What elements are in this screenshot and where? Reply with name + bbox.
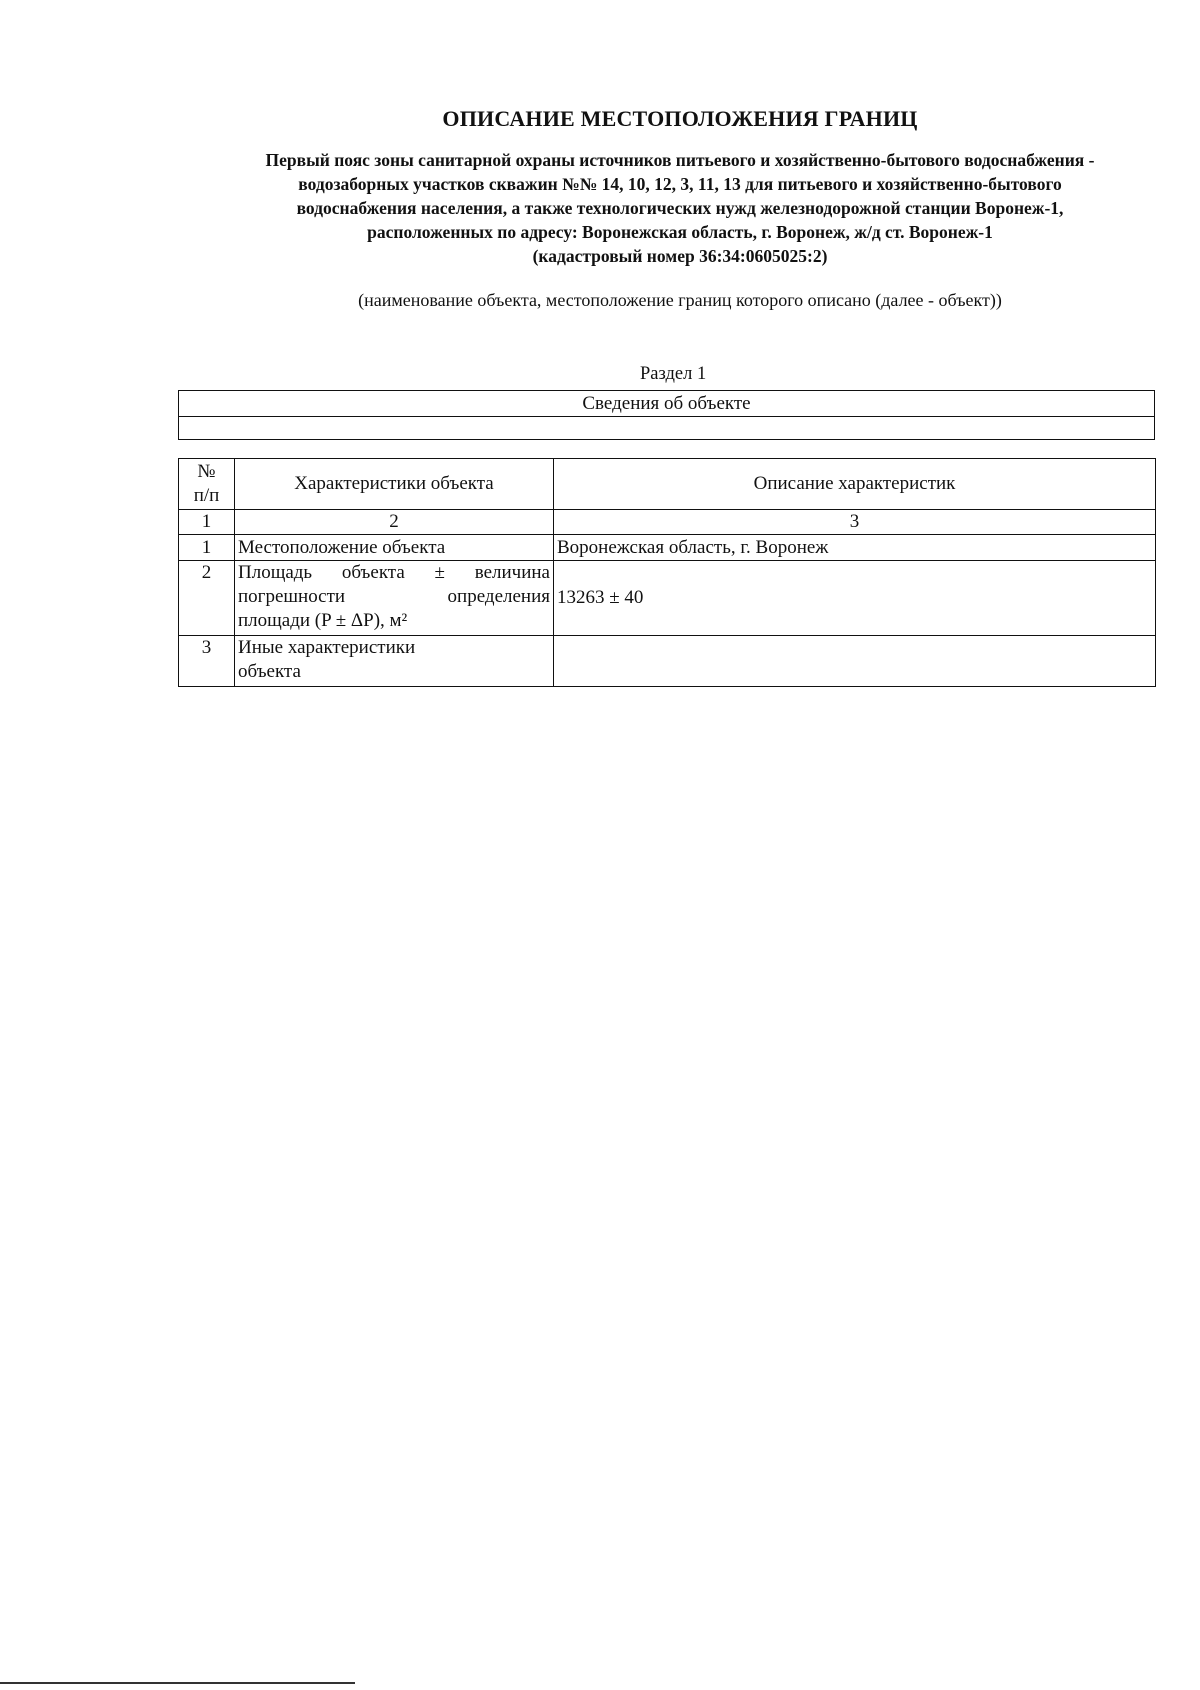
subtitle-line: водоснабжения населения, а также технологических нужд железнодорожной станции Воронеж-1, — [296, 198, 1064, 218]
object-caption: (наименование объекта, местоположение границ которого описано (далее - объект)) — [358, 290, 1002, 310]
header-description: Описание характеристик — [554, 459, 1156, 510]
info-table-header: Сведения об объекте — [179, 391, 1155, 417]
row-characteristic: Местоположение объекта — [235, 535, 554, 561]
row-characteristic — [235, 561, 554, 636]
table-row — [179, 561, 1156, 636]
header-number-line: № — [197, 461, 216, 482]
characteristic-line: Площадь объекта ± величина — [238, 562, 550, 583]
row-characteristic — [235, 636, 554, 687]
characteristic-line: погрешности определения — [238, 586, 550, 607]
subtitle-line: расположенных по адресу: Воронежская область, г. Воронеж, ж/д ст. Воронеж-1 — [367, 222, 993, 242]
table-row — [179, 535, 1156, 561]
info-table-empty-cell — [179, 417, 1155, 440]
header-number-line: п/п — [193, 485, 220, 506]
subtitle-line: водозаборных участков скважин №№ 14, 10, 12, 3, 11, 13 для питьевого и хозяйственно-бытового — [298, 174, 1062, 194]
characteristic-line: объекта — [238, 661, 301, 682]
table-header-row — [179, 459, 1156, 510]
row-description — [554, 636, 1156, 687]
characteristic-line: площади (P ± ΔP), м² — [238, 610, 408, 631]
table-row — [179, 417, 1155, 440]
row-number: 1 — [179, 535, 235, 561]
subtitle-line: Первый пояс зоны санитарной охраны источников питьевого и хозяйственно-бытового водоснабжения - — [265, 150, 1095, 170]
table-row — [179, 391, 1155, 417]
object-subtitle — [180, 148, 1180, 268]
column-number: 2 — [235, 510, 554, 535]
subtitle-line: (кадастровый номер 36:34:0605025:2) — [532, 246, 828, 266]
characteristics-table — [178, 458, 1156, 687]
table-row — [179, 636, 1156, 687]
row-description: 13263 ± 40 — [554, 561, 1156, 636]
section-label: Раздел 1 — [640, 364, 707, 384]
header-number — [179, 459, 235, 510]
row-description: Воронежская область, г. Воронеж — [554, 535, 1156, 561]
characteristic-line: Иные характеристики — [238, 637, 416, 658]
bottom-rule — [0, 1682, 355, 1684]
table-row — [179, 510, 1156, 535]
header-characteristic: Характеристики объекта — [235, 459, 554, 510]
page-title: ОПИСАНИЕ МЕСТОПОЛОЖЕНИЯ ГРАНИЦ — [442, 106, 918, 131]
row-number: 2 — [179, 561, 235, 636]
column-number: 1 — [179, 510, 235, 535]
object-info-table — [178, 390, 1155, 440]
column-number: 3 — [554, 510, 1156, 535]
row-number: 3 — [179, 636, 235, 687]
